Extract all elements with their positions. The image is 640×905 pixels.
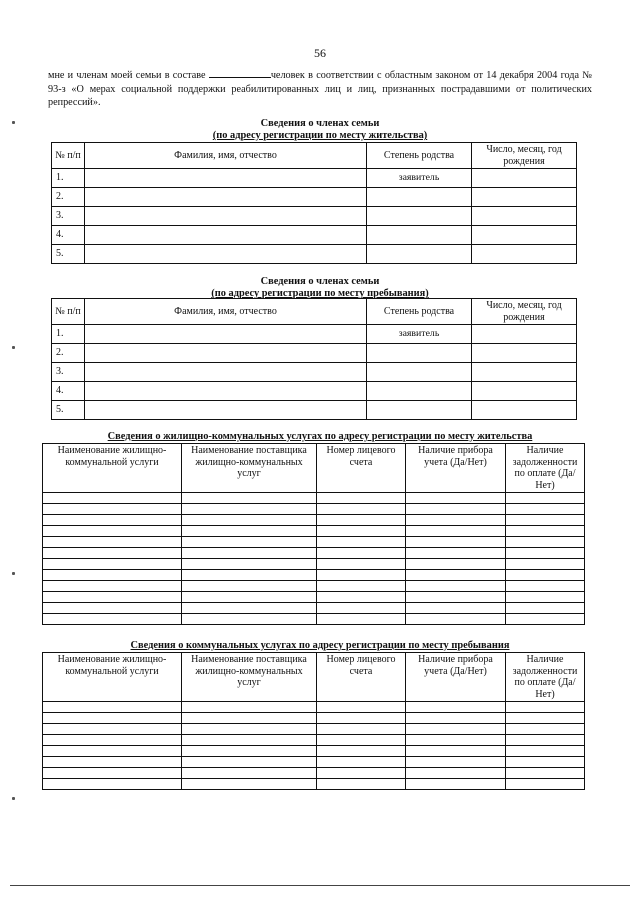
data-cell[interactable] [406, 768, 506, 779]
data-cell[interactable] [43, 548, 182, 559]
data-cell[interactable] [506, 724, 585, 735]
caption-line: (по адресу регистрации по месту пребывания) [211, 288, 429, 299]
data-cell[interactable] [506, 757, 585, 768]
intro-paragraph [48, 68, 592, 110]
data-cell[interactable] [506, 493, 585, 504]
data-cell[interactable] [472, 363, 577, 382]
table-row [52, 169, 577, 188]
data-cell[interactable] [182, 757, 317, 768]
data-cell[interactable] [43, 493, 182, 504]
data-cell[interactable] [182, 768, 317, 779]
data-cell[interactable] [406, 515, 506, 526]
data-cell[interactable] [506, 603, 585, 614]
data-cell[interactable] [367, 382, 472, 401]
data-cell[interactable] [472, 344, 577, 363]
row-number-cell: 3. [52, 207, 85, 226]
table-row [52, 344, 577, 363]
data-cell[interactable] [182, 526, 317, 537]
row-number-cell: 1. [52, 169, 85, 188]
table-row [43, 526, 585, 537]
column-header: Наличие прибора учета (Да/Нет) [406, 444, 506, 493]
data-cell[interactable] [182, 504, 317, 515]
data-cell[interactable] [406, 581, 506, 592]
data-cell[interactable] [43, 592, 182, 603]
utilities-residence-caption [0, 431, 640, 443]
column-header: Наименование жилищно-коммунальной услуги [43, 444, 182, 493]
data-cell[interactable] [182, 493, 317, 504]
data-cell[interactable] [506, 559, 585, 570]
data-cell[interactable] [317, 735, 406, 746]
data-cell[interactable] [367, 207, 472, 226]
data-cell[interactable] [43, 746, 182, 757]
data-cell[interactable] [367, 188, 472, 207]
data-cell[interactable] [43, 603, 182, 614]
data-cell[interactable] [43, 581, 182, 592]
data-cell[interactable] [317, 614, 406, 625]
data-cell[interactable] [317, 515, 406, 526]
table-row [43, 702, 585, 713]
data-cell[interactable] [43, 504, 182, 515]
table-header-row [52, 299, 577, 325]
table-row [43, 603, 585, 614]
data-cell[interactable] [182, 548, 317, 559]
caption-line: Сведения о коммунальных услугах по адресу регистрации по месту пребывания [130, 640, 510, 651]
data-cell[interactable] [317, 504, 406, 515]
caption-line: Сведения о членах семьи [260, 118, 380, 129]
table-header-row [43, 444, 585, 493]
utilities-stay-caption [0, 640, 640, 652]
row-number-cell: 5. [52, 401, 85, 420]
row-number-cell: 4. [52, 382, 85, 401]
column-header: Степень родства [367, 143, 472, 169]
data-cell[interactable] [85, 226, 367, 245]
page-number: 56 [314, 46, 326, 60]
data-cell[interactable] [406, 504, 506, 515]
data-cell[interactable] [317, 570, 406, 581]
data-cell[interactable] [43, 735, 182, 746]
data-cell[interactable] [182, 570, 317, 581]
data-cell[interactable] [472, 382, 577, 401]
family-residence-caption [0, 118, 640, 142]
table-row [43, 614, 585, 625]
data-cell[interactable] [182, 515, 317, 526]
data-cell[interactable] [367, 401, 472, 420]
column-header: Наличие задолженности по оплате (Да/Нет) [506, 653, 585, 702]
data-cell[interactable] [182, 724, 317, 735]
data-cell[interactable] [506, 614, 585, 625]
data-cell[interactable] [43, 768, 182, 779]
intro-text-end: человек в соответствии с областным законом от 14 декабря 2004 года № 93-з «О мерах социальной поддержки реабилитированных лиц и лиц, признанных пострадавшими от политических репрессий». [48, 70, 592, 108]
table-row [52, 226, 577, 245]
data-cell[interactable] [43, 757, 182, 768]
data-cell[interactable] [406, 537, 506, 548]
row-number-cell: 4. [52, 226, 85, 245]
data-cell[interactable] [182, 537, 317, 548]
data-cell[interactable] [506, 526, 585, 537]
column-header: Фамилия, имя, отчество [85, 143, 367, 169]
data-cell[interactable] [506, 779, 585, 790]
table-row [43, 779, 585, 790]
data-cell[interactable] [317, 603, 406, 614]
data-cell[interactable] [406, 702, 506, 713]
data-cell[interactable] [85, 401, 367, 420]
data-cell[interactable] [182, 614, 317, 625]
bottom-rule [10, 885, 630, 886]
row-number-cell: 5. [52, 245, 85, 264]
data-cell[interactable] [472, 401, 577, 420]
data-cell[interactable] [406, 757, 506, 768]
row-number-cell: 3. [52, 363, 85, 382]
data-cell[interactable] [367, 226, 472, 245]
data-cell[interactable] [85, 169, 367, 188]
data-cell[interactable] [317, 757, 406, 768]
data-cell[interactable] [43, 537, 182, 548]
data-cell[interactable] [472, 325, 577, 344]
data-cell[interactable] [406, 603, 506, 614]
data-cell[interactable] [43, 559, 182, 570]
table-row [43, 724, 585, 735]
scan-mark [12, 797, 15, 800]
data-cell[interactable] [182, 713, 317, 724]
data-cell[interactable] [406, 614, 506, 625]
data-cell[interactable] [182, 702, 317, 713]
column-header: Число, месяц, год рождения [472, 299, 577, 325]
data-cell[interactable] [506, 746, 585, 757]
table-row [43, 548, 585, 559]
data-cell[interactable] [317, 537, 406, 548]
data-cell[interactable] [43, 702, 182, 713]
table-row [52, 401, 577, 420]
data-cell[interactable] [406, 592, 506, 603]
family-stay-caption [0, 276, 640, 300]
table-header-row [52, 143, 577, 169]
family-stay-table [51, 298, 577, 420]
data-cell[interactable]: заявитель [367, 325, 472, 344]
table-row [43, 713, 585, 724]
column-header: Степень родства [367, 299, 472, 325]
table-row [52, 207, 577, 226]
data-cell[interactable] [506, 768, 585, 779]
data-cell[interactable] [182, 735, 317, 746]
table-row [43, 768, 585, 779]
row-number-cell: 1. [52, 325, 85, 344]
data-cell[interactable] [43, 779, 182, 790]
caption-line: (по адресу регистрации по месту жительства) [212, 130, 428, 141]
table-row [52, 363, 577, 382]
caption-line: Сведения о жилищно-коммунальных услугах по адресу регистрации по месту жительства [107, 431, 533, 442]
data-cell[interactable] [182, 779, 317, 790]
data-cell[interactable] [506, 592, 585, 603]
data-cell[interactable] [506, 537, 585, 548]
table-row [52, 188, 577, 207]
data-cell[interactable] [506, 548, 585, 559]
column-header: Наименование поставщика жилищно-коммунальных услуг [182, 444, 317, 493]
data-cell[interactable] [406, 746, 506, 757]
table-row [43, 746, 585, 757]
data-cell[interactable] [472, 245, 577, 264]
table-row [52, 245, 577, 264]
data-cell[interactable] [182, 592, 317, 603]
table-row [43, 504, 585, 515]
data-cell[interactable] [317, 592, 406, 603]
data-cell[interactable] [406, 713, 506, 724]
data-cell[interactable] [367, 344, 472, 363]
family-residence-table [51, 142, 577, 264]
table-row [43, 515, 585, 526]
data-cell[interactable] [406, 526, 506, 537]
table-row [43, 592, 585, 603]
column-header: Номер лицевого счета [317, 444, 406, 493]
row-number-cell: 2. [52, 188, 85, 207]
data-cell[interactable] [43, 570, 182, 581]
data-cell[interactable] [406, 724, 506, 735]
table-row [43, 735, 585, 746]
table-row [43, 559, 585, 570]
data-cell[interactable] [85, 363, 367, 382]
column-header: Наименование поставщика жилищно-коммунальных услуг [182, 653, 317, 702]
data-cell[interactable] [43, 515, 182, 526]
data-cell[interactable] [317, 746, 406, 757]
data-cell[interactable] [317, 779, 406, 790]
data-cell[interactable] [85, 382, 367, 401]
column-header: Наличие прибора учета (Да/Нет) [406, 653, 506, 702]
data-cell[interactable] [406, 570, 506, 581]
table-row [43, 581, 585, 592]
data-cell[interactable] [472, 207, 577, 226]
data-cell[interactable] [317, 581, 406, 592]
data-cell[interactable] [182, 746, 317, 757]
intro-text-start: мне и членам моей семьи в составе [48, 70, 209, 81]
data-cell[interactable] [317, 548, 406, 559]
data-cell[interactable] [317, 724, 406, 735]
data-cell[interactable] [506, 702, 585, 713]
data-cell[interactable] [506, 713, 585, 724]
data-cell[interactable] [43, 713, 182, 724]
data-cell[interactable] [85, 344, 367, 363]
data-cell[interactable] [85, 188, 367, 207]
row-number-cell: 2. [52, 344, 85, 363]
data-cell[interactable] [406, 779, 506, 790]
column-header: № п/п [52, 299, 85, 325]
table-row [43, 493, 585, 504]
data-cell[interactable] [506, 735, 585, 746]
data-cell[interactable] [406, 559, 506, 570]
data-cell[interactable] [85, 207, 367, 226]
data-cell[interactable] [182, 603, 317, 614]
data-cell[interactable] [406, 548, 506, 559]
data-cell[interactable] [506, 515, 585, 526]
data-cell[interactable] [367, 245, 472, 264]
table-row [43, 757, 585, 768]
column-header: Наименование жилищно-коммунальной услуги [43, 653, 182, 702]
utilities-residence-table [42, 443, 585, 625]
scan-mark [12, 572, 15, 575]
table-row [43, 537, 585, 548]
caption-line: Сведения о членах семьи [260, 276, 380, 287]
column-header: № п/п [52, 143, 85, 169]
data-cell[interactable] [43, 526, 182, 537]
data-cell[interactable] [317, 559, 406, 570]
data-cell[interactable] [506, 570, 585, 581]
data-cell[interactable]: заявитель [367, 169, 472, 188]
data-cell[interactable] [317, 526, 406, 537]
column-header: Число, месяц, год рождения [472, 143, 577, 169]
data-cell[interactable] [317, 768, 406, 779]
table-row [52, 382, 577, 401]
data-cell[interactable] [406, 493, 506, 504]
member-count-blank[interactable] [209, 68, 271, 78]
data-cell[interactable] [472, 188, 577, 207]
data-cell[interactable] [472, 226, 577, 245]
utilities-stay-table [42, 652, 585, 790]
data-cell[interactable] [182, 559, 317, 570]
data-cell[interactable] [317, 713, 406, 724]
table-row [52, 325, 577, 344]
data-cell[interactable] [506, 504, 585, 515]
column-header: Номер лицевого счета [317, 653, 406, 702]
table-row [43, 570, 585, 581]
data-cell[interactable] [317, 702, 406, 713]
scan-mark [12, 346, 15, 349]
data-cell[interactable] [182, 581, 317, 592]
table-header-row [43, 653, 585, 702]
data-cell[interactable] [406, 735, 506, 746]
data-cell[interactable] [43, 614, 182, 625]
data-cell[interactable] [367, 363, 472, 382]
data-cell[interactable] [43, 724, 182, 735]
data-cell[interactable] [85, 325, 367, 344]
data-cell[interactable] [506, 581, 585, 592]
data-cell[interactable] [317, 493, 406, 504]
column-header: Фамилия, имя, отчество [85, 299, 367, 325]
data-cell[interactable] [85, 245, 367, 264]
column-header: Наличие задолженности по оплате (Да/Нет) [506, 444, 585, 493]
data-cell[interactable] [472, 169, 577, 188]
